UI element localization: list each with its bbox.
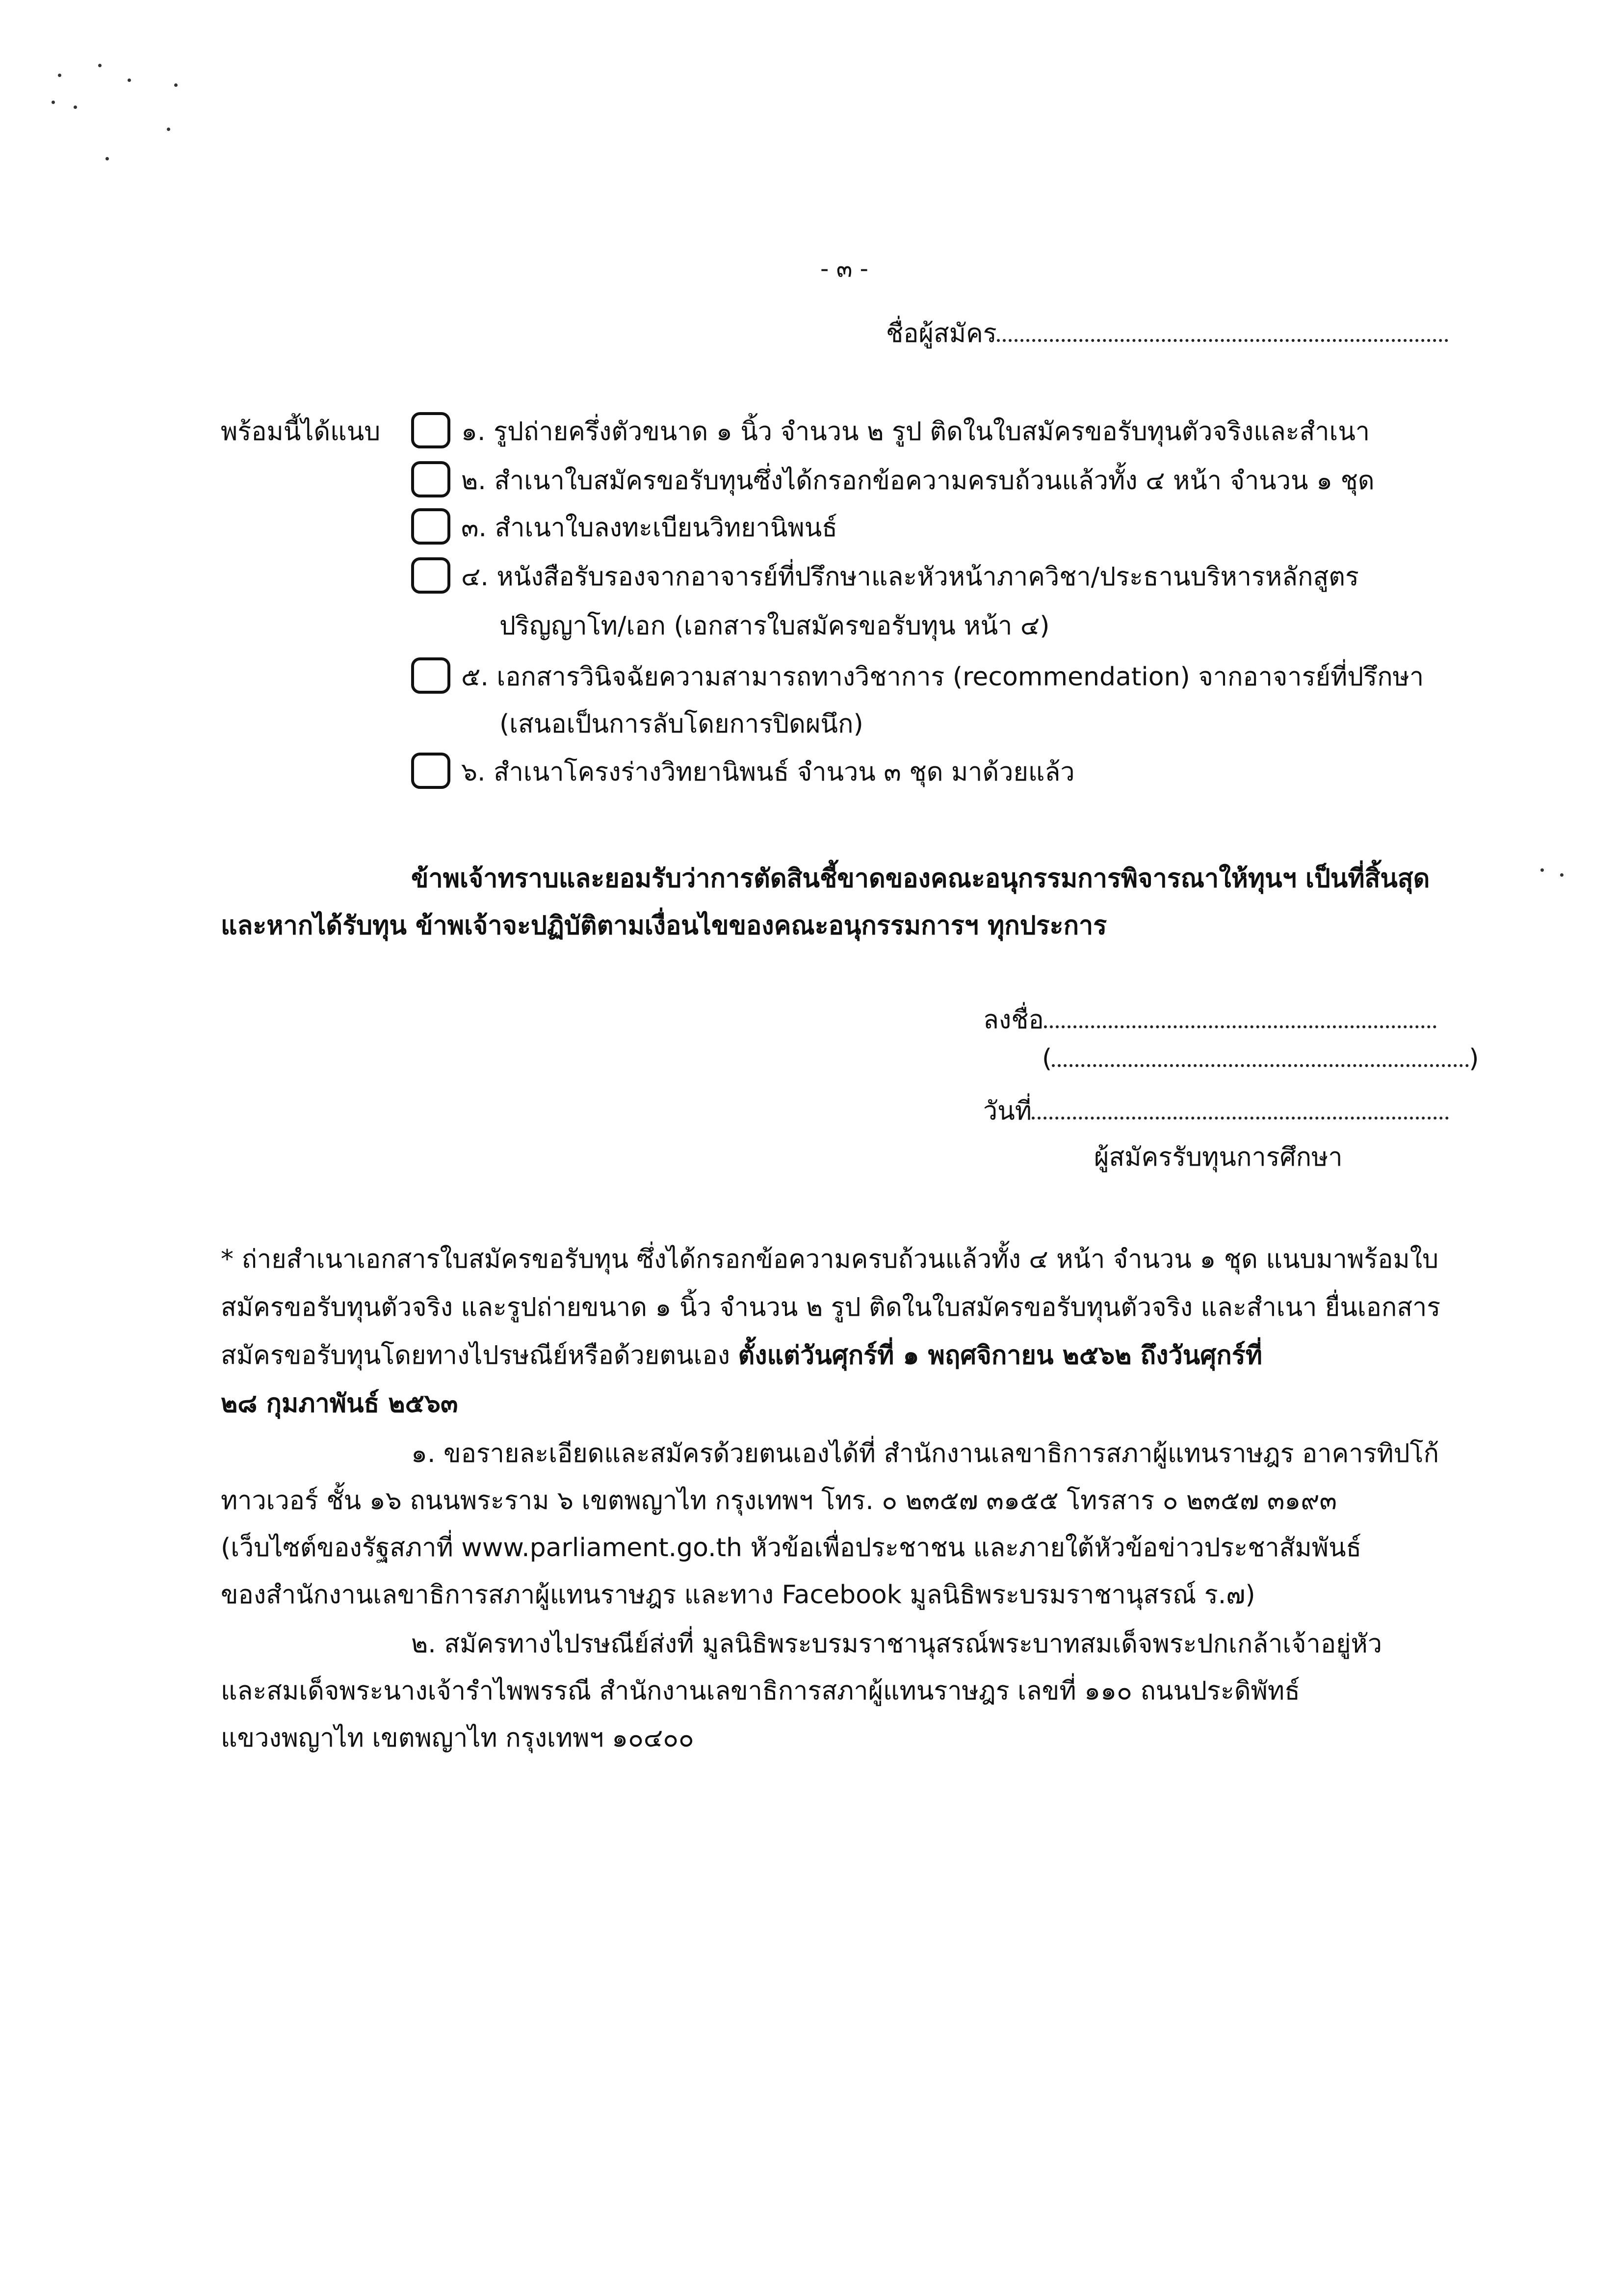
acknowledgement-line-2: และหากได้รับทุน ข้าพเจ้าจะปฏิบัติตามเงื่อนไขของคณะอนุกรรมการฯ ทุกประการ [221, 911, 1107, 940]
signer-role: ผู้สมัครรับทุนการศึกษา [1094, 1143, 1343, 1172]
signature-label: ลงชื่อ [983, 1005, 1044, 1035]
close-paren: ) [1469, 1044, 1479, 1073]
note-line-1: * ถ่ายสำเนาเอกสารใบสมัครขอรับทุน ซึ่งได้กรอกข้อความครบถ้วนแล้วทั้ง ๔ หน้า จำนวน ๑ ชุด แนบมาพร้อมใบ [221, 1245, 1439, 1274]
attachment-item-3: ๓. สำเนาใบลงทะเบียนวิทยานิพนธ์ [461, 513, 837, 543]
scan-speck [1560, 873, 1564, 877]
note-deadline-period: ตั้งแต่วันศุกร์ที่ ๑ พฤศจิกายน ๒๕๖๒ ถึงวันศุกร์ที่ [738, 1341, 1262, 1370]
printed-name-field [1042, 1044, 1479, 1073]
attachment-item-2: ๒. สำเนาใบสมัครขอรับทุนซึ่งได้กรอกข้อความครบถ้วนแล้วทั้ง ๔ หน้า จำนวน ๑ ชุด [461, 466, 1375, 496]
attachment-item-1: ๑. รูปถ่ายครึ่งตัวขนาด ๑ นิ้ว จำนวน ๒ รูป ติดในใบสมัครขอรับทุนตัวจริงและสำเนา [461, 417, 1370, 446]
attachment-item-4-continued: ปริญญาโท/เอก (เอกสารใบสมัครขอรับทุน หน้า ๔) [499, 611, 1050, 641]
scan-speck [128, 78, 131, 82]
acknowledgement-line-1: ข้าพเจ้าทราบและยอมรับว่าการตัดสินชี้ขาดของคณะอนุกรรมการพิจารณาให้ทุนฯ เป็นที่สิ้นสุด [411, 864, 1430, 893]
contact-1-line-4: ของสำนักงานเลขาธิการสภาผู้แทนราษฎร และทาง Facebook มูลนิธิพระบรมราชานุสรณ์ ร.๗) [221, 1580, 1255, 1610]
scan-speck [74, 105, 77, 109]
applicant-name-field [886, 318, 1448, 350]
scan-speck [167, 128, 170, 131]
attachment-item-5-continued: (เสนอเป็นการลับโดยการปิดผนึก) [499, 709, 863, 739]
note-line-2: สมัครขอรับทุนตัวจริง และรูปถ่ายขนาด ๑ นิ้ว จำนวน ๒ รูป ติดในใบสมัครขอรับทุนตัวจริง และสำเนา ยื่นเอกสาร [221, 1293, 1441, 1322]
attachment-checkbox-6[interactable] [411, 753, 450, 789]
note-line-3-text: สมัครขอรับทุนโดยทางไปรษณีย์หรือด้วยตนเอง [221, 1341, 738, 1370]
contact-1-line-1: ๑. ขอรายละเอียดและสมัครด้วยตนเองได้ที่ สำนักงานเลขาธิการสภาผู้แทนราษฎร อาคารทิปโก้ [411, 1439, 1439, 1468]
contact-1-line-2: ทาวเวอร์ ชั้น ๑๖ ถนนพระราม ๖ เขตพญาไท กรุงเทพฯ โทร. ๐ ๒๓๕๗ ๓๑๕๕ โทรสาร ๐ ๒๓๕๗ ๓๑๙๓ [221, 1486, 1337, 1515]
date-field [983, 1090, 1449, 1131]
attachment-item-4: ๔. หนังสือรับรองจากอาจารย์ที่ปรึกษาและหัวหน้าภาควิชา/ประธานบริหารหลักสูตร [461, 562, 1359, 592]
open-paren: ( [1042, 1044, 1052, 1073]
attachments-label: พร้อมนี้ได้แนบ [221, 417, 381, 446]
applicant-name-label: ชื่อผู้สมัคร [886, 319, 997, 348]
attachment-checkbox-1[interactable] [411, 412, 450, 448]
signature-dotted-line[interactable] [1044, 1025, 1436, 1028]
contact-2-line-2: และสมเด็จพระนางเจ้ารำไพพรรณี สำนักงานเลขาธิการสภาผู้แทนราษฎร เลขที่ ๑๑๐ ถนนประดิพัทธ์ [221, 1676, 1300, 1706]
attachment-checkbox-3[interactable] [411, 508, 450, 545]
attachment-item-5: ๕. เอกสารวินิจฉัยความสามารถทางวิชาการ (recommendation) จากอาจารย์ที่ปรึกษา [461, 662, 1424, 692]
contact-2-line-1: ๒. สมัครทางไปรษณีย์ส่งที่ มูลนิธิพระบรมราชานุสรณ์พระบาทสมเด็จพระปกเกล้าเจ้าอยู่หัว [411, 1629, 1382, 1659]
note-line-3 [221, 1334, 1262, 1375]
scan-speck [105, 157, 109, 160]
contact-1-line-3: (เว็บไซต์ของรัฐสภาที่ www.parliament.go.th หัวข้อเพื่อประชาชน และภายใต้หัวข้อข่าวประชาสัมพันธ์ [221, 1533, 1362, 1563]
attachment-checkbox-5[interactable] [411, 657, 450, 694]
scan-speck [1540, 868, 1544, 872]
date-label: วันที่ [983, 1096, 1032, 1126]
printed-name-dotted-line[interactable] [1052, 1064, 1469, 1067]
applicant-name-dotted-line[interactable] [997, 339, 1448, 342]
note-line-4: ๒๘ กุมภาพันธ์ ๒๕๖๓ [221, 1389, 458, 1418]
scan-speck [174, 83, 178, 87]
date-dotted-line[interactable] [1032, 1117, 1449, 1120]
page-number: - ๓ - [820, 255, 868, 283]
scan-speck [98, 64, 102, 67]
scan-speck [58, 74, 61, 77]
scan-speck [52, 101, 55, 104]
signature-field [983, 999, 1436, 1040]
attachment-checkbox-4[interactable] [411, 557, 450, 594]
attachment-checkbox-2[interactable] [411, 461, 450, 497]
attachment-item-6: ๖. สำเนาโครงร่างวิทยานิพนธ์ จำนวน ๓ ชุด มาด้วยแล้ว [461, 757, 1075, 787]
contact-2-line-3: แขวงพญาไท เขตพญาไท กรุงเทพฯ ๑๐๔๐๐ [221, 1723, 694, 1753]
